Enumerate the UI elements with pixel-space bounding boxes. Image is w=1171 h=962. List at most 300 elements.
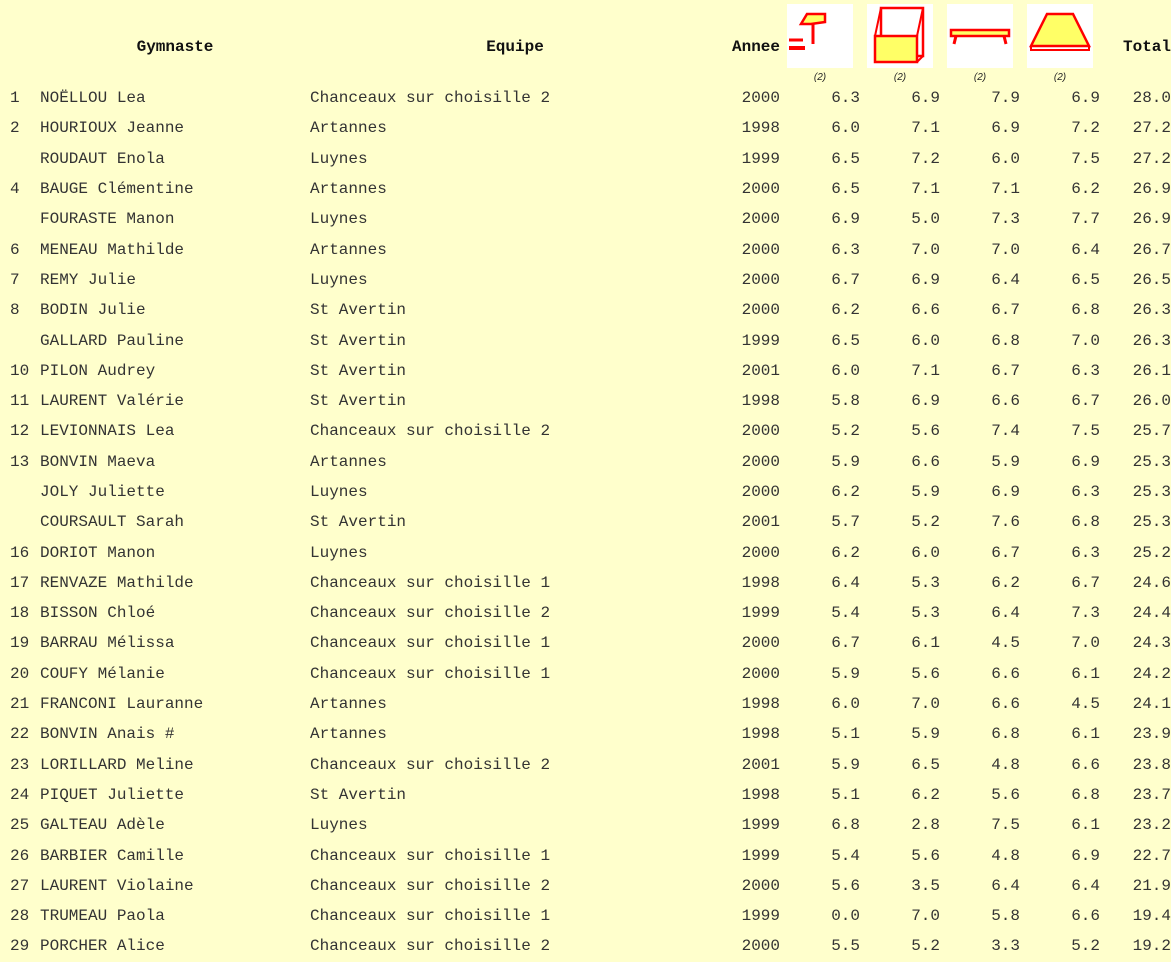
beam-score-cell: 7.1 [991, 180, 1020, 199]
vault-score-cell: 6.5 [831, 149, 860, 168]
floor-score-cell: 7.0 [1071, 331, 1100, 350]
table-row [0, 265, 1171, 295]
name-cell: TRUMEAU Paola [40, 907, 165, 926]
team-cell: Chanceaux sur choisille 2 [310, 755, 551, 774]
year-cell: 2000 [741, 543, 780, 562]
vault-score-cell: 5.9 [831, 452, 860, 471]
equipe-header: Equipe [486, 38, 544, 56]
floor-score-cell: 6.3 [1071, 361, 1100, 380]
team-cell: Chanceaux sur choisille 1 [310, 634, 551, 653]
team-cell: Chanceaux sur choisille 2 [310, 604, 551, 623]
total-header: Total [1122, 38, 1171, 56]
year-cell: 2000 [741, 301, 780, 320]
team-cell: Artannes [310, 695, 387, 714]
table-row [0, 537, 1171, 567]
bars-score-cell: 5.6 [911, 664, 940, 683]
beam-score-cell: 7.3 [991, 210, 1020, 229]
table-row [0, 659, 1171, 689]
year-cell: 2001 [741, 513, 780, 532]
vault-score-cell: 5.9 [831, 664, 860, 683]
name-cell: BONVIN Maeva [40, 452, 156, 471]
bars-score-cell: 7.1 [911, 361, 940, 380]
vault-score-cell: 6.3 [831, 240, 860, 259]
team-cell: St Avertin [310, 331, 407, 350]
team-cell: Chanceaux sur choisille 2 [310, 89, 551, 108]
total-cell: 22.7 [1132, 846, 1171, 865]
vault-icon [787, 4, 853, 68]
floor-column-header [1020, 4, 1100, 83]
beam-score-cell: 6.7 [991, 301, 1020, 320]
team-cell: Chanceaux sur choisille 1 [310, 846, 551, 865]
total-cell: 26.0 [1132, 392, 1171, 411]
name-cell: DORIOT Manon [40, 543, 156, 562]
year-cell: 2000 [741, 937, 780, 956]
floor-score-cell: 6.8 [1071, 513, 1100, 532]
table-row [0, 780, 1171, 810]
total-cell: 25.2 [1132, 543, 1171, 562]
vault-score-cell: 5.4 [831, 846, 860, 865]
floor-score-cell: 6.9 [1071, 89, 1100, 108]
beam-score-cell: 6.0 [991, 149, 1020, 168]
year-cell: 1999 [741, 331, 780, 350]
vault-score-cell: 5.6 [831, 876, 860, 895]
vault-score-cell: 5.2 [831, 422, 860, 441]
floor-score-cell: 6.8 [1071, 785, 1100, 804]
beam-score-cell: 5.6 [991, 785, 1020, 804]
bars-score-cell: 6.6 [911, 301, 940, 320]
floor-score-cell: 6.1 [1071, 816, 1100, 835]
team-cell: Luynes [310, 149, 368, 168]
vault-score-cell: 6.0 [831, 695, 860, 714]
table-row [0, 568, 1171, 598]
floor-score-cell: 6.7 [1071, 392, 1100, 411]
bars-score-cell: 6.5 [911, 755, 940, 774]
beam-score-cell: 7.4 [991, 422, 1020, 441]
rank-header [0, 4, 40, 83]
total-cell: 24.6 [1132, 573, 1171, 592]
beam-column-header [940, 4, 1020, 83]
name-cell: LAURENT Valérie [40, 392, 185, 411]
floor-score-cell: 6.2 [1071, 180, 1100, 199]
rank-cell: 8 [10, 301, 20, 320]
bars-score-cell: 5.3 [911, 604, 940, 623]
annee-header: Annee [731, 38, 780, 56]
team-cell: Chanceaux sur choisille 2 [310, 422, 551, 441]
bars-score-cell: 7.0 [911, 907, 940, 926]
team-cell: Chanceaux sur choisille 2 [310, 937, 551, 956]
rank-cell: 20 [10, 664, 30, 683]
vault-score-cell: 6.5 [831, 180, 860, 199]
name-cell: BAUGE Clémentine [40, 180, 194, 199]
floor-score-cell: 6.6 [1071, 755, 1100, 774]
team-cell: Artannes [310, 240, 387, 259]
rank-cell: 11 [10, 392, 30, 411]
total-cell: 23.9 [1132, 725, 1171, 744]
rank-cell: 16 [10, 543, 30, 562]
team-cell: St Avertin [310, 785, 407, 804]
table-row [0, 840, 1171, 870]
bars-score-cell: 7.1 [911, 180, 940, 199]
year-cell: 1999 [741, 816, 780, 835]
table-row [0, 871, 1171, 901]
vault-score-cell: 6.2 [831, 301, 860, 320]
vault-column-header [780, 4, 860, 83]
total-cell: 23.7 [1132, 785, 1171, 804]
team-cell: Artannes [310, 180, 387, 199]
total-cell: 26.9 [1132, 180, 1171, 199]
floor-score-cell: 6.8 [1071, 301, 1100, 320]
beam-score-cell: 6.7 [991, 543, 1020, 562]
year-cell: 2000 [741, 483, 780, 501]
total-cell: 21.9 [1132, 876, 1171, 895]
bars-score-cell: 6.6 [911, 452, 940, 471]
vault-note: (2) [813, 72, 827, 83]
vault-score-cell: 6.5 [831, 331, 860, 350]
table-row [0, 356, 1171, 386]
floor-score-cell: 6.7 [1071, 573, 1100, 592]
total-cell: 25.3 [1132, 452, 1171, 471]
rank-cell: 25 [10, 816, 30, 835]
total-cell: 19.2 [1132, 937, 1171, 956]
vault-score-cell: 5.5 [831, 937, 860, 956]
vault-score-cell: 6.2 [831, 483, 860, 501]
bars-score-cell: 6.9 [911, 270, 940, 289]
bars-score-cell: 5.2 [911, 937, 940, 956]
year-cell: 2001 [741, 755, 780, 774]
name-cell: GALLARD Pauline [40, 331, 185, 350]
floor-score-cell: 6.3 [1071, 483, 1100, 501]
rank-cell: 23 [10, 755, 30, 774]
beam-score-cell: 6.6 [991, 695, 1020, 714]
gymnaste-header: Gymnaste [136, 38, 214, 56]
floor-icon [1027, 4, 1093, 68]
vault-score-cell: 6.0 [831, 361, 860, 380]
name-cell: PILON Audrey [40, 361, 156, 380]
bars-score-cell: 5.2 [911, 513, 940, 532]
table-row [0, 689, 1171, 719]
vault-score-cell: 5.8 [831, 392, 860, 411]
bars-score-cell: 6.0 [911, 543, 940, 562]
year-cell: 2000 [741, 664, 780, 683]
beam-score-cell: 5.9 [991, 452, 1020, 471]
rank-cell: 26 [10, 846, 30, 865]
total-cell: 26.1 [1132, 361, 1171, 380]
team-cell: Luynes [310, 543, 368, 562]
name-cell: LEVIONNAIS Lea [40, 422, 175, 441]
name-cell: MENEAU Mathilde [40, 240, 185, 259]
team-cell: St Avertin [310, 301, 407, 320]
floor-score-cell: 6.5 [1071, 270, 1100, 289]
year-cell: 1998 [741, 725, 780, 744]
table-row [0, 507, 1171, 537]
floor-score-cell: 6.1 [1071, 725, 1100, 744]
team-cell: Luynes [310, 816, 368, 835]
beam-score-cell: 4.5 [991, 634, 1020, 653]
beam-score-cell: 7.0 [991, 240, 1020, 259]
floor-score-cell: 7.7 [1071, 210, 1100, 229]
team-cell: St Avertin [310, 392, 407, 411]
table-row [0, 719, 1171, 749]
team-cell: St Avertin [310, 513, 407, 532]
rank-cell [0, 507, 40, 537]
beam-score-cell: 6.4 [991, 876, 1020, 895]
year-cell: 2000 [741, 270, 780, 289]
name-cell: BONVIN Anais # [40, 725, 175, 744]
name-cell: RENVAZE Mathilde [40, 573, 194, 592]
team-cell: Luynes [310, 210, 368, 229]
vault-score-cell: 5.4 [831, 604, 860, 623]
table-row [0, 295, 1171, 325]
floor-note: (2) [1053, 72, 1067, 83]
beam-score-cell: 7.5 [991, 816, 1020, 835]
floor-score-cell: 6.9 [1071, 846, 1100, 865]
floor-score-cell: 7.3 [1071, 604, 1100, 623]
year-cell: 1998 [741, 785, 780, 804]
results-table [0, 4, 1171, 962]
name-cell: BISSON Chloé [40, 604, 156, 623]
total-cell: 27.2 [1132, 149, 1171, 168]
rank-cell: 27 [10, 876, 30, 895]
year-cell: 2000 [741, 876, 780, 895]
year-cell: 1998 [741, 573, 780, 592]
year-cell: 2000 [741, 452, 780, 471]
rank-cell: 21 [10, 695, 30, 714]
floor-score-cell: 6.4 [1071, 876, 1100, 895]
team-cell: Luynes [310, 483, 368, 501]
vault-score-cell: 5.9 [831, 755, 860, 774]
floor-score-cell: 7.0 [1071, 634, 1100, 653]
table-row [0, 325, 1171, 355]
table-row [0, 174, 1171, 204]
beam-score-cell: 4.8 [991, 846, 1020, 865]
table-row [0, 901, 1171, 931]
total-cell: 24.3 [1132, 634, 1171, 653]
floor-score-cell: 4.5 [1071, 695, 1100, 714]
bars-score-cell: 5.9 [911, 483, 940, 501]
rank-cell: 2 [10, 119, 20, 138]
year-cell: 1999 [741, 907, 780, 926]
rank-cell: 10 [10, 361, 30, 380]
beam-score-cell: 6.4 [991, 604, 1020, 623]
year-cell: 1999 [741, 604, 780, 623]
floor-score-cell: 6.1 [1071, 664, 1100, 683]
rank-cell [0, 204, 40, 234]
team-cell: Chanceaux sur choisille 2 [310, 876, 551, 895]
name-cell: NOËLLOU Lea [40, 89, 146, 108]
beam-score-cell: 6.6 [991, 664, 1020, 683]
year-cell: 2000 [741, 180, 780, 199]
name-cell: PORCHER Alice [40, 937, 165, 956]
vault-score-cell: 0.0 [831, 907, 860, 926]
total-cell: 28.0 [1132, 89, 1171, 108]
rank-cell: 24 [10, 785, 30, 804]
bars-score-cell: 6.9 [911, 392, 940, 411]
name-cell: COURSAULT Sarah [40, 513, 185, 532]
team-cell: Chanceaux sur choisille 1 [310, 907, 551, 926]
year-cell: 2000 [741, 210, 780, 229]
rank-cell: 4 [10, 180, 20, 199]
floor-score-cell: 6.9 [1071, 452, 1100, 471]
year-cell: 2001 [741, 361, 780, 380]
year-cell: 1998 [741, 119, 780, 138]
rank-cell: 17 [10, 573, 30, 592]
name-cell: BODIN Julie [40, 301, 146, 320]
name-cell: FOURASTE Manon [40, 210, 175, 229]
table-row [0, 386, 1171, 416]
floor-score-cell: 6.4 [1071, 240, 1100, 259]
beam-note: (2) [973, 72, 987, 83]
beam-score-cell: 6.4 [991, 270, 1020, 289]
vault-score-cell: 6.0 [831, 119, 860, 138]
floor-score-cell: 6.6 [1071, 907, 1100, 926]
rank-cell: 18 [10, 604, 30, 623]
rank-cell [0, 477, 40, 507]
vault-score-cell: 6.2 [831, 543, 860, 562]
total-cell: 26.3 [1132, 331, 1171, 350]
vault-score-cell: 5.1 [831, 725, 860, 744]
rank-cell: 22 [10, 725, 30, 744]
bars-score-cell: 6.9 [911, 89, 940, 108]
name-cell: REMY Julie [40, 270, 137, 289]
beam-score-cell: 7.6 [991, 513, 1020, 532]
beam-score-cell: 6.8 [991, 331, 1020, 350]
beam-score-cell: 7.9 [991, 89, 1020, 108]
table-row [0, 447, 1171, 477]
bars-score-cell: 7.0 [911, 695, 940, 714]
table-header [0, 4, 1171, 83]
year-cell: 2000 [741, 422, 780, 441]
header-row [0, 4, 1171, 83]
table-row [0, 416, 1171, 446]
vault-score-cell: 6.4 [831, 573, 860, 592]
table-row [0, 628, 1171, 658]
year-cell: 2000 [741, 89, 780, 108]
name-cell: FRANCONI Lauranne [40, 695, 204, 714]
floor-score-cell: 7.2 [1071, 119, 1100, 138]
total-cell: 19.4 [1132, 907, 1171, 926]
team-cell: Artannes [310, 119, 387, 138]
beam-score-cell: 5.8 [991, 907, 1020, 926]
rank-cell: 7 [10, 270, 20, 289]
uneven-bars-icon [867, 4, 933, 68]
vault-score-cell: 6.9 [831, 210, 860, 229]
year-cell: 2000 [741, 240, 780, 259]
year-cell: 2000 [741, 634, 780, 653]
table-row [0, 598, 1171, 628]
name-cell: BARBIER Camille [40, 846, 185, 865]
name-cell: PIQUET Juliette [40, 785, 185, 804]
beam-score-cell: 3.3 [991, 937, 1020, 956]
total-cell: 26.5 [1132, 270, 1171, 289]
vault-score-cell: 6.8 [831, 816, 860, 835]
table-row [0, 144, 1171, 174]
table-row [0, 477, 1171, 507]
total-cell: 26.9 [1132, 210, 1171, 229]
rank-cell: 1 [10, 89, 20, 108]
total-cell: 23.8 [1132, 755, 1171, 774]
balance-beam-icon [947, 4, 1013, 68]
year-cell: 1998 [741, 392, 780, 411]
bars-score-cell: 7.1 [911, 119, 940, 138]
vault-score-cell: 6.3 [831, 89, 860, 108]
table-row [0, 204, 1171, 234]
bars-score-cell: 6.1 [911, 634, 940, 653]
rank-cell: 6 [10, 240, 20, 259]
rank-cell: 12 [10, 422, 30, 441]
bars-score-cell: 2.8 [911, 816, 940, 835]
table-body [0, 83, 1171, 962]
bars-score-cell: 7.0 [911, 240, 940, 259]
beam-score-cell: 6.9 [991, 483, 1020, 501]
year-cell: 1999 [741, 846, 780, 865]
name-cell: GALTEAU Adèle [40, 816, 165, 835]
bars-score-cell: 6.0 [911, 331, 940, 350]
bars-score-cell: 5.6 [911, 422, 940, 441]
total-cell: 24.1 [1132, 695, 1171, 714]
bars-note: (2) [893, 72, 907, 83]
floor-score-cell: 7.5 [1071, 422, 1100, 441]
team-cell: Artannes [310, 452, 387, 471]
team-cell: Chanceaux sur choisille 1 [310, 664, 551, 683]
year-cell: 1998 [741, 695, 780, 714]
team-cell: St Avertin [310, 361, 407, 380]
table-row [0, 234, 1171, 264]
name-cell: HOURIOUX Jeanne [40, 119, 185, 138]
table-row [0, 83, 1171, 113]
total-cell: 25.7 [1132, 422, 1171, 441]
rank-cell: 19 [10, 634, 30, 653]
team-cell: Chanceaux sur choisille 1 [310, 573, 551, 592]
beam-score-cell: 4.8 [991, 755, 1020, 774]
rank-cell [0, 144, 40, 174]
name-cell: LAURENT Violaine [40, 876, 194, 895]
floor-score-cell: 5.2 [1071, 937, 1100, 956]
total-cell: 24.2 [1132, 664, 1171, 683]
total-cell: 25.3 [1132, 513, 1171, 532]
beam-score-cell: 6.6 [991, 392, 1020, 411]
vault-score-cell: 6.7 [831, 634, 860, 653]
beam-score-cell: 6.7 [991, 361, 1020, 380]
rank-cell: 28 [10, 907, 30, 926]
vault-score-cell: 6.7 [831, 270, 860, 289]
rank-cell [0, 325, 40, 355]
bars-score-cell: 7.2 [911, 149, 940, 168]
name-cell: COUFY Mélanie [40, 664, 165, 683]
total-cell: 24.4 [1132, 604, 1171, 623]
rank-cell: 29 [10, 937, 30, 956]
table-row [0, 810, 1171, 840]
total-cell: 25.3 [1132, 483, 1171, 501]
total-cell: 23.2 [1132, 816, 1171, 835]
bars-score-cell: 3.5 [911, 876, 940, 895]
name-cell: BARRAU Mélissa [40, 634, 175, 653]
beam-score-cell: 6.8 [991, 725, 1020, 744]
floor-score-cell: 7.5 [1071, 149, 1100, 168]
rank-cell: 13 [10, 452, 30, 471]
beam-score-cell: 6.2 [991, 573, 1020, 592]
name-cell: ROUDAUT Enola [40, 149, 165, 168]
total-cell: 26.7 [1132, 240, 1171, 259]
vault-score-cell: 5.1 [831, 785, 860, 804]
bars-score-cell: 5.9 [911, 725, 940, 744]
table-row [0, 113, 1171, 143]
beam-score-cell: 6.9 [991, 119, 1020, 138]
table-row [0, 931, 1171, 961]
bars-score-cell: 6.2 [911, 785, 940, 804]
floor-score-cell: 6.3 [1071, 543, 1100, 562]
total-cell: 26.3 [1132, 301, 1171, 320]
bars-score-cell: 5.6 [911, 846, 940, 865]
